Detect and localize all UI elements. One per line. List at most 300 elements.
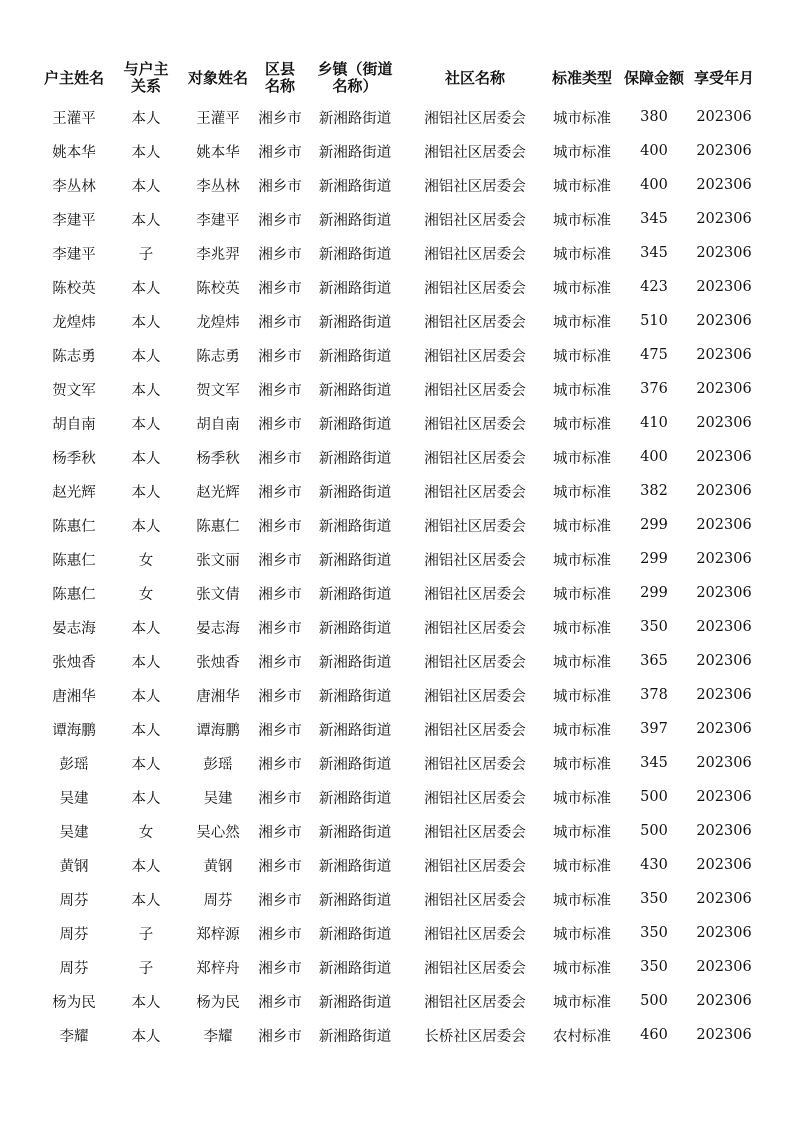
cell-period: 202306: [696, 517, 752, 533]
cell-householder-name: 陈志勇: [52, 348, 96, 365]
cell-standard-type: 城市标准: [553, 110, 611, 127]
table-body: [38, 100, 758, 1052]
cell-county: 湘乡市: [258, 756, 302, 773]
cell-county: 湘乡市: [258, 348, 302, 365]
cell-community: 湘铝社区居委会: [424, 246, 526, 263]
cell-standard-type: 城市标准: [553, 484, 611, 501]
cell-county: 湘乡市: [258, 586, 302, 603]
cell-county: 湘乡市: [258, 382, 302, 399]
cell-township: 新湘路街道: [318, 960, 392, 977]
cell-period: 202306: [696, 177, 752, 193]
cell-community: 湘铝社区居委会: [424, 280, 526, 297]
cell-householder-name: 唐湘华: [52, 688, 96, 705]
cell-householder-name: 杨为民: [52, 994, 96, 1011]
cell-community: 湘铝社区居委会: [424, 858, 526, 875]
cell-beneficiary-name: 郑梓舟: [196, 960, 240, 977]
cell-county: 湘乡市: [258, 178, 302, 195]
cell-householder-name: 陈惠仁: [52, 552, 96, 569]
cell-township: 新湘路街道: [318, 416, 392, 433]
cell-householder-name: 赵光辉: [52, 484, 96, 501]
cell-township: 新湘路街道: [318, 246, 392, 263]
cell-period: 202306: [696, 891, 752, 907]
cell-relation: 女: [138, 824, 154, 841]
header-period: [690, 56, 758, 100]
cell-relation: 女: [138, 552, 154, 569]
header-line: 户主姓名: [43, 68, 104, 87]
cell-beneficiary-name: 李建平: [196, 212, 240, 229]
cell-township: 新湘路街道: [318, 484, 392, 501]
cell-amount: 299: [640, 517, 668, 533]
cell-amount: 430: [640, 857, 668, 873]
cell-county: 湘乡市: [258, 552, 302, 569]
cell-township: 新湘路街道: [318, 450, 392, 467]
cell-standard-type: 城市标准: [553, 654, 611, 671]
cell-period: 202306: [696, 619, 752, 635]
cell-householder-name: 李丛林: [52, 178, 96, 195]
table-row: [38, 236, 758, 270]
cell-community: 湘铝社区居委会: [424, 348, 526, 365]
cell-beneficiary-name: 李耀: [203, 1028, 233, 1045]
cell-township: 新湘路街道: [318, 722, 392, 739]
cell-county: 湘乡市: [258, 450, 302, 467]
cell-county: 湘乡市: [258, 926, 302, 943]
cell-community: 湘铝社区居委会: [424, 688, 526, 705]
cell-period: 202306: [696, 313, 752, 329]
cell-householder-name: 李耀: [59, 1028, 89, 1045]
cell-township: 新湘路街道: [318, 858, 392, 875]
cell-beneficiary-name: 彭瑶: [203, 756, 233, 773]
cell-amount: 345: [640, 245, 668, 261]
cell-period: 202306: [696, 789, 752, 805]
cell-amount: 500: [640, 823, 668, 839]
cell-beneficiary-name: 贺文军: [196, 382, 240, 399]
cell-householder-name: 王灌平: [52, 110, 96, 127]
cell-township: 新湘路街道: [318, 314, 392, 331]
cell-beneficiary-name: 姚本华: [196, 144, 240, 161]
table-row: [38, 984, 758, 1018]
cell-beneficiary-name: 张文丽: [196, 552, 240, 569]
cell-amount: 460: [640, 1027, 668, 1043]
cell-householder-name: 晏志海: [52, 620, 96, 637]
cell-township: 新湘路街道: [318, 620, 392, 637]
cell-county: 湘乡市: [258, 1028, 302, 1045]
table-row: [38, 406, 758, 440]
table-row: [38, 168, 758, 202]
table-row: [38, 848, 758, 882]
table-row: [38, 814, 758, 848]
cell-householder-name: 李建平: [52, 246, 96, 263]
cell-community: 湘铝社区居委会: [424, 790, 526, 807]
cell-amount: 299: [640, 551, 668, 567]
table-row: [38, 610, 758, 644]
cell-county: 湘乡市: [258, 960, 302, 977]
cell-standard-type: 城市标准: [553, 688, 611, 705]
cell-standard-type: 城市标准: [553, 926, 611, 943]
header-line: 乡镇（街道: [317, 60, 393, 78]
cell-householder-name: 周芬: [59, 892, 89, 909]
cell-amount: 345: [640, 211, 668, 227]
cell-period: 202306: [696, 211, 752, 227]
cell-amount: 400: [640, 177, 668, 193]
cell-community: 湘铝社区居委会: [424, 586, 526, 603]
cell-relation: 子: [138, 926, 154, 943]
cell-standard-type: 城市标准: [553, 450, 611, 467]
cell-township: 新湘路街道: [318, 348, 392, 365]
cell-beneficiary-name: 陈惠仁: [196, 518, 240, 535]
cell-period: 202306: [696, 993, 752, 1009]
cell-amount: 510: [640, 313, 668, 329]
cell-beneficiary-name: 陈校英: [196, 280, 240, 297]
table-row: [38, 780, 758, 814]
header-county: [254, 56, 306, 100]
cell-beneficiary-name: 周芬: [203, 892, 233, 909]
header-amount: [618, 56, 690, 100]
cell-period: 202306: [696, 653, 752, 669]
cell-county: 湘乡市: [258, 688, 302, 705]
cell-county: 湘乡市: [258, 654, 302, 671]
cell-township: 新湘路街道: [318, 654, 392, 671]
cell-township: 新湘路街道: [318, 382, 392, 399]
cell-amount: 400: [640, 143, 668, 159]
table-row: [38, 100, 758, 134]
cell-county: 湘乡市: [258, 484, 302, 501]
cell-beneficiary-name: 唐湘华: [196, 688, 240, 705]
cell-township: 新湘路街道: [318, 926, 392, 943]
cell-relation: 本人: [131, 790, 161, 807]
cell-amount: 397: [640, 721, 668, 737]
cell-standard-type: 城市标准: [553, 858, 611, 875]
cell-standard-type: 城市标准: [553, 994, 611, 1011]
cell-relation: 本人: [131, 756, 161, 773]
table-row: [38, 338, 758, 372]
cell-standard-type: 城市标准: [553, 314, 611, 331]
cell-relation: 本人: [131, 484, 161, 501]
header-line: 标准类型: [551, 68, 612, 87]
cell-householder-name: 陈校英: [52, 280, 96, 297]
cell-period: 202306: [696, 449, 752, 465]
table-row: [38, 916, 758, 950]
cell-amount: 500: [640, 993, 668, 1009]
cell-beneficiary-name: 胡自南: [196, 416, 240, 433]
cell-county: 湘乡市: [258, 280, 302, 297]
table-row: [38, 202, 758, 236]
header-line: 社区名称: [444, 68, 505, 87]
cell-township: 新湘路街道: [318, 110, 392, 127]
table-row: [38, 134, 758, 168]
cell-community: 湘铝社区居委会: [424, 314, 526, 331]
cell-relation: 本人: [131, 348, 161, 365]
table-row: [38, 950, 758, 984]
table-row: [38, 746, 758, 780]
cell-amount: 423: [640, 279, 668, 295]
header-householder-name: [38, 56, 110, 100]
cell-period: 202306: [696, 823, 752, 839]
cell-relation: 本人: [131, 280, 161, 297]
cell-amount: 400: [640, 449, 668, 465]
cell-beneficiary-name: 李丛林: [196, 178, 240, 195]
cell-amount: 350: [640, 925, 668, 941]
cell-relation: 本人: [131, 110, 161, 127]
cell-standard-type: 城市标准: [553, 246, 611, 263]
cell-amount: 378: [640, 687, 668, 703]
cell-township: 新湘路街道: [318, 756, 392, 773]
cell-community: 湘铝社区居委会: [424, 824, 526, 841]
cell-period: 202306: [696, 279, 752, 295]
header-line: 名称）: [332, 77, 378, 95]
cell-householder-name: 龙煌炜: [52, 314, 96, 331]
cell-relation: 本人: [131, 654, 161, 671]
cell-community: 湘铝社区居委会: [424, 484, 526, 501]
cell-community: 湘铝社区居委会: [424, 722, 526, 739]
cell-standard-type: 城市标准: [553, 960, 611, 977]
cell-period: 202306: [696, 483, 752, 499]
cell-township: 新湘路街道: [318, 790, 392, 807]
cell-householder-name: 胡自南: [52, 416, 96, 433]
cell-amount: 345: [640, 755, 668, 771]
header-township: [306, 56, 404, 100]
cell-beneficiary-name: 赵光辉: [196, 484, 240, 501]
cell-community: 湘铝社区居委会: [424, 416, 526, 433]
cell-householder-name: 周芬: [59, 926, 89, 943]
cell-standard-type: 城市标准: [553, 586, 611, 603]
cell-beneficiary-name: 杨为民: [196, 994, 240, 1011]
cell-householder-name: 贺文军: [52, 382, 96, 399]
cell-amount: 350: [640, 959, 668, 975]
cell-householder-name: 李建平: [52, 212, 96, 229]
cell-relation: 本人: [131, 892, 161, 909]
cell-relation: 本人: [131, 1028, 161, 1045]
cell-beneficiary-name: 吴建: [203, 790, 233, 807]
cell-householder-name: 彭瑶: [59, 756, 89, 773]
cell-standard-type: 城市标准: [553, 756, 611, 773]
cell-beneficiary-name: 龙煌炜: [196, 314, 240, 331]
cell-relation: 本人: [131, 620, 161, 637]
cell-beneficiary-name: 晏志海: [196, 620, 240, 637]
cell-householder-name: 陈惠仁: [52, 586, 96, 603]
cell-township: 新湘路街道: [318, 552, 392, 569]
cell-standard-type: 城市标准: [553, 552, 611, 569]
cell-relation: 本人: [131, 994, 161, 1011]
cell-township: 新湘路街道: [318, 144, 392, 161]
cell-beneficiary-name: 吴心然: [196, 824, 240, 841]
cell-householder-name: 吴建: [59, 824, 89, 841]
cell-relation: 子: [138, 960, 154, 977]
table-row: [38, 1018, 758, 1052]
cell-householder-name: 陈惠仁: [52, 518, 96, 535]
cell-county: 湘乡市: [258, 110, 302, 127]
cell-community: 湘铝社区居委会: [424, 552, 526, 569]
cell-county: 湘乡市: [258, 314, 302, 331]
cell-community: 湘铝社区居委会: [424, 450, 526, 467]
cell-relation: 本人: [131, 382, 161, 399]
cell-county: 湘乡市: [258, 144, 302, 161]
header-row: [38, 56, 758, 100]
cell-period: 202306: [696, 415, 752, 431]
cell-period: 202306: [696, 1027, 752, 1043]
header-line: 关系: [130, 77, 161, 95]
cell-standard-type: 城市标准: [553, 280, 611, 297]
cell-standard-type: 城市标准: [553, 892, 611, 909]
cell-relation: 子: [138, 246, 154, 263]
cell-period: 202306: [696, 687, 752, 703]
cell-community: 湘铝社区居委会: [424, 654, 526, 671]
cell-householder-name: 张烛香: [52, 654, 96, 671]
cell-community: 长桥社区居委会: [424, 1028, 526, 1045]
cell-community: 湘铝社区居委会: [424, 756, 526, 773]
table-row: [38, 270, 758, 304]
cell-standard-type: 城市标准: [553, 518, 611, 535]
cell-relation: 本人: [131, 858, 161, 875]
cell-amount: 365: [640, 653, 668, 669]
cell-standard-type: 城市标准: [553, 824, 611, 841]
cell-standard-type: 城市标准: [553, 620, 611, 637]
cell-relation: 女: [138, 586, 154, 603]
cell-period: 202306: [696, 959, 752, 975]
cell-township: 新湘路街道: [318, 892, 392, 909]
cell-community: 湘铝社区居委会: [424, 518, 526, 535]
cell-relation: 本人: [131, 688, 161, 705]
cell-period: 202306: [696, 721, 752, 737]
cell-standard-type: 城市标准: [553, 382, 611, 399]
cell-community: 湘铝社区居委会: [424, 892, 526, 909]
cell-standard-type: 城市标准: [553, 416, 611, 433]
cell-period: 202306: [696, 109, 752, 125]
cell-township: 新湘路街道: [318, 1028, 392, 1045]
header-standard-type: [546, 56, 618, 100]
cell-beneficiary-name: 张文倩: [196, 586, 240, 603]
cell-county: 湘乡市: [258, 994, 302, 1011]
cell-amount: 350: [640, 619, 668, 635]
header-community: [404, 56, 546, 100]
cell-county: 湘乡市: [258, 246, 302, 263]
cell-relation: 本人: [131, 144, 161, 161]
table-row: [38, 542, 758, 576]
cell-period: 202306: [696, 347, 752, 363]
cell-relation: 本人: [131, 178, 161, 195]
cell-beneficiary-name: 张烛香: [196, 654, 240, 671]
cell-standard-type: 城市标准: [553, 178, 611, 195]
cell-amount: 376: [640, 381, 668, 397]
cell-relation: 本人: [131, 722, 161, 739]
cell-relation: 本人: [131, 450, 161, 467]
cell-period: 202306: [696, 245, 752, 261]
cell-amount: 410: [640, 415, 668, 431]
cell-period: 202306: [696, 755, 752, 771]
cell-township: 新湘路街道: [318, 178, 392, 195]
cell-amount: 475: [640, 347, 668, 363]
table-row: [38, 474, 758, 508]
cell-county: 湘乡市: [258, 892, 302, 909]
cell-amount: 382: [640, 483, 668, 499]
cell-county: 湘乡市: [258, 824, 302, 841]
header-line: 与户主: [123, 60, 169, 78]
cell-amount: 299: [640, 585, 668, 601]
cell-householder-name: 杨季秋: [52, 450, 96, 467]
cell-community: 湘铝社区居委会: [424, 926, 526, 943]
cell-community: 湘铝社区居委会: [424, 178, 526, 195]
header-line: 对象姓名: [187, 68, 248, 87]
cell-householder-name: 周芬: [59, 960, 89, 977]
cell-community: 湘铝社区居委会: [424, 110, 526, 127]
cell-householder-name: 谭海鹏: [52, 722, 96, 739]
table-row: [38, 304, 758, 338]
cell-community: 湘铝社区居委会: [424, 994, 526, 1011]
cell-county: 湘乡市: [258, 790, 302, 807]
cell-county: 湘乡市: [258, 722, 302, 739]
cell-standard-type: 城市标准: [553, 144, 611, 161]
cell-relation: 本人: [131, 314, 161, 331]
cell-beneficiary-name: 陈志勇: [196, 348, 240, 365]
cell-standard-type: 城市标准: [553, 790, 611, 807]
cell-community: 湘铝社区居委会: [424, 620, 526, 637]
cell-householder-name: 吴建: [59, 790, 89, 807]
cell-beneficiary-name: 黄钢: [203, 858, 233, 875]
table-row: [38, 882, 758, 916]
cell-relation: 本人: [131, 416, 161, 433]
cell-period: 202306: [696, 551, 752, 567]
cell-beneficiary-name: 王灌平: [196, 110, 240, 127]
cell-township: 新湘路街道: [318, 280, 392, 297]
cell-township: 新湘路街道: [318, 994, 392, 1011]
cell-township: 新湘路街道: [318, 688, 392, 705]
cell-township: 新湘路街道: [318, 212, 392, 229]
cell-amount: 380: [640, 109, 668, 125]
cell-township: 新湘路街道: [318, 824, 392, 841]
cell-standard-type: 城市标准: [553, 722, 611, 739]
cell-period: 202306: [696, 585, 752, 601]
cell-householder-name: 黄钢: [59, 858, 89, 875]
table-header: [38, 56, 758, 100]
cell-relation: 本人: [131, 212, 161, 229]
header-line: 享受年月: [693, 68, 754, 87]
table-row: [38, 712, 758, 746]
cell-standard-type: 城市标准: [553, 212, 611, 229]
cell-township: 新湘路街道: [318, 518, 392, 535]
cell-period: 202306: [696, 857, 752, 873]
table-row: [38, 644, 758, 678]
cell-standard-type: 城市标准: [553, 348, 611, 365]
cell-amount: 350: [640, 891, 668, 907]
cell-community: 湘铝社区居委会: [424, 144, 526, 161]
cell-beneficiary-name: 郑梓源: [196, 926, 240, 943]
cell-community: 湘铝社区居委会: [424, 960, 526, 977]
assistance-table: [38, 56, 758, 1052]
cell-period: 202306: [696, 925, 752, 941]
cell-householder-name: 姚本华: [52, 144, 96, 161]
header-line: 区县: [264, 60, 295, 78]
cell-county: 湘乡市: [258, 620, 302, 637]
cell-period: 202306: [696, 381, 752, 397]
table-row: [38, 440, 758, 474]
cell-county: 湘乡市: [258, 212, 302, 229]
table-row: [38, 576, 758, 610]
header-line: 名称: [264, 77, 295, 95]
header-relation: [110, 56, 182, 100]
cell-county: 湘乡市: [258, 416, 302, 433]
table-row: [38, 678, 758, 712]
cell-community: 湘铝社区居委会: [424, 212, 526, 229]
cell-beneficiary-name: 杨季秋: [196, 450, 240, 467]
cell-amount: 500: [640, 789, 668, 805]
cell-period: 202306: [696, 143, 752, 159]
cell-beneficiary-name: 李兆羿: [196, 246, 240, 263]
cell-county: 湘乡市: [258, 518, 302, 535]
table-row: [38, 372, 758, 406]
cell-standard-type: 农村标准: [553, 1028, 611, 1045]
cell-county: 湘乡市: [258, 858, 302, 875]
table-row: [38, 508, 758, 542]
cell-relation: 本人: [131, 518, 161, 535]
